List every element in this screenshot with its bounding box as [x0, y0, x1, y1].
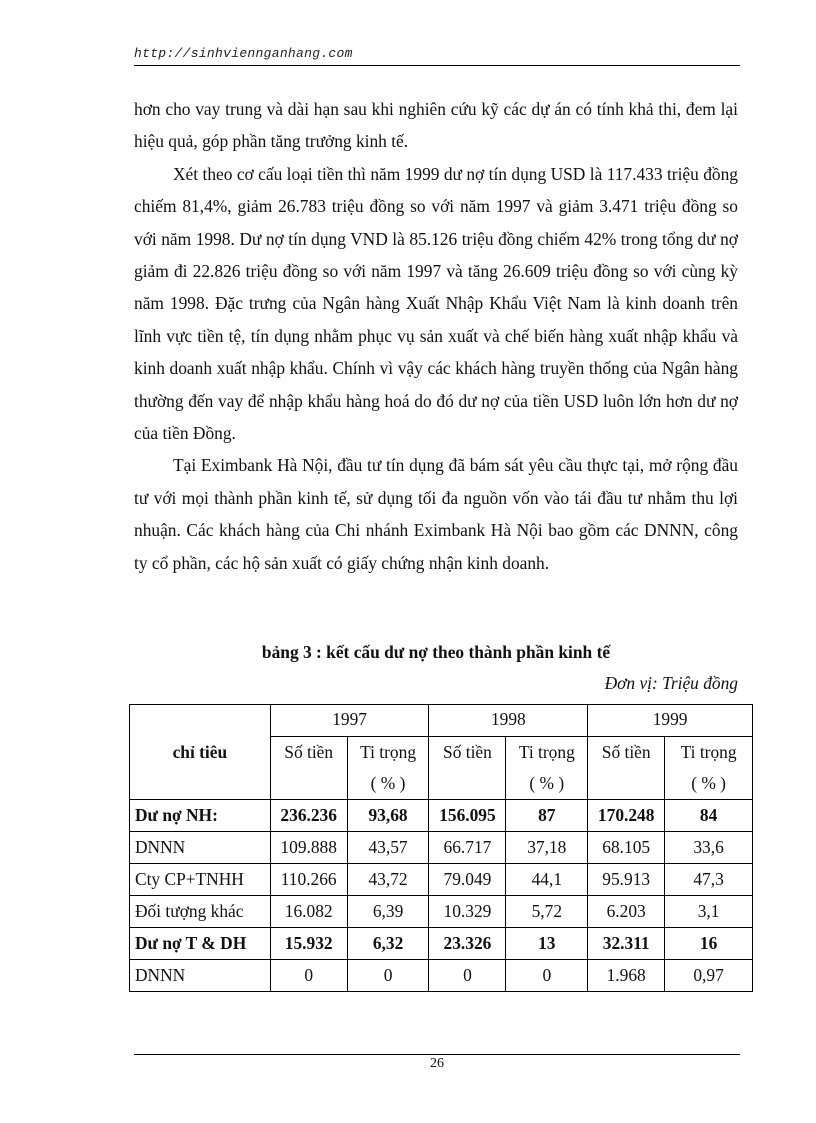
table-cell: 0,97 [665, 960, 753, 992]
table-cell: 23.326 [429, 928, 506, 960]
table-row [130, 800, 753, 832]
table-row [130, 832, 753, 864]
page-number: 26 [430, 1056, 444, 1071]
row-label: Cty CP+TNHH [130, 864, 271, 896]
table-cell: 44,1 [506, 864, 588, 896]
debt-structure-table [129, 704, 753, 992]
year-1997: 1997 [270, 705, 429, 737]
table-cell: 66.717 [429, 832, 506, 864]
table-cell: 0 [270, 960, 347, 992]
sub-amount-blank [588, 768, 665, 800]
year-row [130, 705, 753, 737]
table-cell: 236.236 [270, 800, 347, 832]
table-cell: 109.888 [270, 832, 347, 864]
row-label: Đối tượng khác [130, 896, 271, 928]
header-url: http://sinhviennganhang.com [134, 46, 353, 61]
subheader-row [130, 737, 753, 769]
table-cell: 43,57 [347, 832, 429, 864]
table-cell: 87 [506, 800, 588, 832]
row-label: Dư nợ T & DH [130, 928, 271, 960]
footer-divider [134, 1054, 740, 1055]
row-header-label: chỉ tiêu [130, 737, 271, 769]
table-cell: 84 [665, 800, 753, 832]
table-cell: 156.095 [429, 800, 506, 832]
table-cell: 1.968 [588, 960, 665, 992]
table-row [130, 864, 753, 896]
table-cell: 0 [347, 960, 429, 992]
table-row [130, 928, 753, 960]
row-label: Dư nợ NH: [130, 800, 271, 832]
table-cell: 6.203 [588, 896, 665, 928]
sub-share: Ti trọng [506, 737, 588, 769]
table-cell: 0 [506, 960, 588, 992]
table-cell: 3,1 [665, 896, 753, 928]
table-cell: 0 [429, 960, 506, 992]
subheader-unit-row [130, 768, 753, 800]
year-1999: 1999 [588, 705, 753, 737]
sub-amount-blank [429, 768, 506, 800]
table-cell: 110.266 [270, 864, 347, 896]
sub-amount: Số tiền [588, 737, 665, 769]
table-cell: 32.311 [588, 928, 665, 960]
table-cell: 33,6 [665, 832, 753, 864]
table-cell: 95.913 [588, 864, 665, 896]
table-cell: 16.082 [270, 896, 347, 928]
table-cell: 10.329 [429, 896, 506, 928]
sub-share: Ti trọng [665, 737, 753, 769]
sub-share: Ti trọng [347, 737, 429, 769]
paragraph-3: Tại Eximbank Hà Nội, đầu tư tín dụng đã bám sát yêu cầu thực tại, mở rộng đầu tư với mọi thành phần kinh tế, sử dụng tối đa nguồn vốn vào tái đầu tư nhằm thu lợi nhuận. Các khách hàng của Chi nhánh Eximbank Hà Nội bao gồm các DNNN, công ty cổ phần, các hộ sản xuất có giấy chứng nhận kinh doanh. [134, 455, 738, 573]
table-cell: 13 [506, 928, 588, 960]
table-cell: 37,18 [506, 832, 588, 864]
sub-share-unit: ( % ) [506, 768, 588, 800]
table-cell: 68.105 [588, 832, 665, 864]
table-cell: 170.248 [588, 800, 665, 832]
row-header-top [130, 705, 271, 737]
table-title: bảng 3 : kết cấu dư nợ theo thành phần kinh tế [261, 642, 611, 662]
table-cell: 43,72 [347, 864, 429, 896]
table-cell: 6,39 [347, 896, 429, 928]
table-head [130, 705, 753, 800]
table-cell: 16 [665, 928, 753, 960]
sub-amount-blank [270, 768, 347, 800]
table-body [130, 800, 753, 992]
row-label: DNNN [130, 960, 271, 992]
body-text [134, 93, 738, 579]
year-1998: 1998 [429, 705, 588, 737]
table-cell: 5,72 [506, 896, 588, 928]
table-unit: Đơn vị: Triệu đồng [604, 673, 738, 693]
table-row [130, 960, 753, 992]
table-cell: 79.049 [429, 864, 506, 896]
table-cell: 6,32 [347, 928, 429, 960]
paragraph-2: Xét theo cơ cấu loại tiền thì năm 1999 dư nợ tín dụng USD là 117.433 triệu đồng chiếm 81,4%, giảm 26.783 triệu đồng so với năm 1997 và giảm 3.471 triệu đồng so với năm 1998. Dư nợ tín dụng VND là 85.126 triệu đồng chiếm 42% trong tổng dư nợ giảm đi 22.826 triệu đồng so với năm 1997 và tăng 26.609 triệu đồng so với cùng kỳ năm 1998. Đặc trưng của Ngân hàng Xuất Nhập Khẩu Việt Nam là kinh doanh trên lĩnh vực tiền tệ, tín dụng nhằm phục vụ sản xuất và chế biến hàng xuất nhập khẩu và kinh doanh xuất nhập khẩu. Chính vì vậy các khách hàng truyền thống của Ngân hàng thường đến vay để nhập khẩu hàng hoá do đó dư nợ của tiền USD luôn lớn hơn dư nợ của tiền Đồng. [134, 163, 738, 444]
header-divider [134, 65, 740, 66]
paragraph-1: hơn cho vay trung và dài hạn sau khi nghiên cứu kỹ các dự án có tính khả thi, đem lại hiệu quả, góp phần tăng trưởng kinh tế. [134, 99, 738, 152]
table-cell: 15.932 [270, 928, 347, 960]
sub-amount: Số tiền [270, 737, 347, 769]
table-cell: 47,3 [665, 864, 753, 896]
table-row [130, 896, 753, 928]
row-label: DNNN [130, 832, 271, 864]
sub-share-unit: ( % ) [347, 768, 429, 800]
row-header-bottom [130, 768, 271, 800]
sub-amount: Số tiền [429, 737, 506, 769]
table-cell: 93,68 [347, 800, 429, 832]
sub-share-unit: ( % ) [665, 768, 753, 800]
